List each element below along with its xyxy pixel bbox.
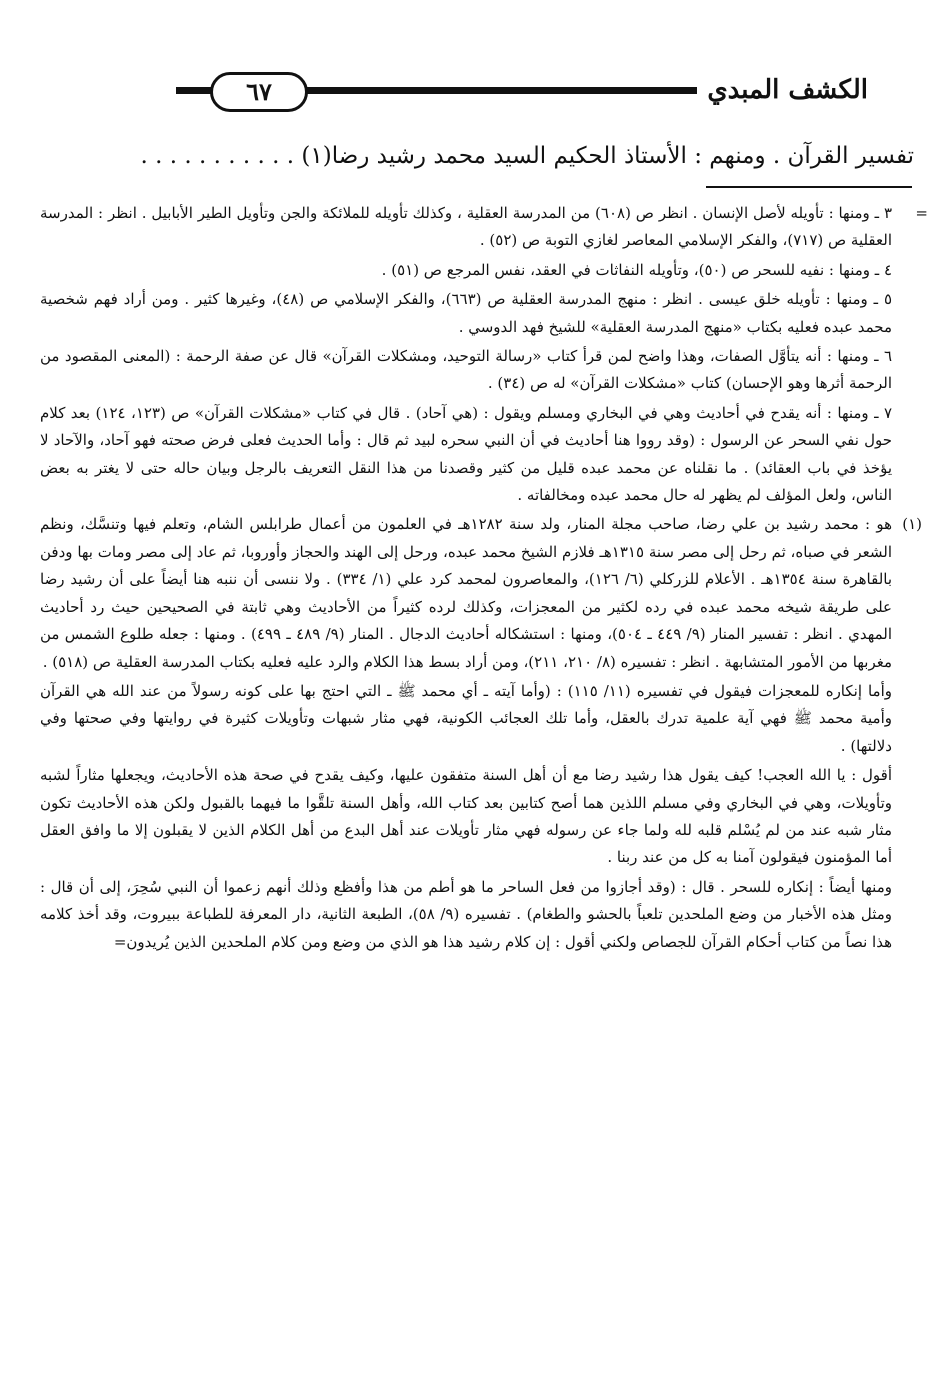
note-paragraph-6: ٦ ـ ومنها : أنه يتأوَّل الصفات، وهذا واضح لمن قرأ كتاب «رسالة التوحيد، ومشكلات القرآن» قال عن صفة الرحمة : (المعنى المقصود من الرحمة أثرها وهو الإحسان) كتاب «مشكلات القرآن» له ص (٣٤) . bbox=[40, 347, 892, 393]
footnote-1-para-2: وأما إنكاره للمعجزات فيقول في تفسيره (١١/ ١١٥) : (وأما آيته ـ أي محمد ﷺ ـ التي احتج بها على كونه رسولاً من عند الله هي القرآن وأمية محمد ﷺ فهي آية علمية تدرك بالعقل، وأما تلك العجائب الكونية، فهي مثار شبهات وتأويلات كثيرة في روايتها وفي صحتها وفي دلالتها) . bbox=[40, 681, 892, 755]
footnote-1-para-4: ومنها أيضاً : إنكاره للسحر . قال : (وقد أجازوا من فعل الساحر ما هو أطم من هذا وأفظع وذلك أنهم زعموا أن النبي سُحِرَ، إلى أن قال : ومثل هذه الأخبار من وضع الملحدين تلعباً بالحشو والطغام) . تفسيره (٩/ ٥٨)، الطبعة الثانية، دار المعرفة للطباعة ببيروت، وقد أخذ كلامه هذا نصاً من كتاب أحكام القرآن للجصاص ولكني أقول : إن كلام رشيد هذا هو الذي من وضع ومن كلام الملحدين الذين يُريدون= bbox=[40, 877, 892, 951]
footnote-marker: (١) bbox=[902, 515, 922, 534]
continuation-mark: = bbox=[915, 204, 928, 222]
footnote-1 bbox=[40, 511, 922, 675]
footnote-separator bbox=[706, 186, 912, 188]
book-title: الكشف المبدي bbox=[697, 70, 874, 110]
footnote-1-text: هو : محمد رشيد بن علي رضا، صاحب مجلة المنار، ولد سنة ١٢٨٢هـ في العلمون من أعمال طرابلس الشام، وتعلم فيها وتنسَّك، ونظم الشعر في صباه، ثم رحل إلى مصر سنة ١٣١٥هـ فلازم الشيخ محمد عبده، ورحل إلى الهند والحجاز وأوروبا، ثم عاد إلى مصر ومات بها ودفن بالقاهرة سنة ١٣٥٤هـ . الأعلام للزركلي (٦/ ١٢٦)، والمعاصرون لمحمد كرد علي (١/ ٣٣٤) . ولا ننسى أن ننبه هنا أيضاً على أن رشيد رضا على طريقة شيخه محمد عبده في رده لكثير من المعجزات، وكذلك لرده كثيراً من الأحاديث وهي ثابتة في الصحيحين حيث رد أحاديث المهدي . انظر : تفسير المنار (٩/ ٤٤٩ ـ ٥٠٤)، ومنها : استشكاله أحاديث الدجال . المنار (٩/ ٤٨٩ ـ ٤٩٩) . ومنها : جعله طلوع الشمس من مغربها من الأمور المتشابهة . انظر : تفسيره (٨/ ٢١٠، ٢١١)، ومن أراد بسط هذا الكلام والرد عليه فعليه بكتاب المدرسة العقلية ص (٥١٨) . bbox=[40, 515, 893, 671]
note-text-3: ٣ ـ ومنها : تأويله لأصل الإنسان . انظر ص (٦٠٨) من المدرسة العقلية ، وكذلك تأويله للملائكة والجن وتأويل الطير الأبابيل . انظر : المدرسة العقلية ص (٧١٧)، والفكر الإسلامي المعاصر لغازي التوبة ص (٥٢) . bbox=[40, 204, 892, 250]
main-text-line bbox=[34, 136, 914, 176]
note-paragraph-7: ٧ ـ ومنها : أنه يقدح في أحاديث وهي في البخاري ومسلم ويقول : (هي آحاد) . قال في كتاب «مشكلات القرآن» ص (١٢٣، ١٢٤) بعد كلام حول نفي السحر عن الرسول : (وقد رووا هنا أحاديث في أن النبي سحره لبيد ثم قال : وأما الحديث فعلى فرض صحته فهو آحاد، والآحاد لا يؤخذ في باب العقائد) . ما نقلناه عن محمد عبده قليل من كثير وقصدنا من هذا النقل التعريف بالرجل وبيان حاله حتى لا يغتر به بعض الناس، ولعل المؤلف لم يظهر له حال محمد عبده ومخالفاته . bbox=[40, 403, 892, 505]
note-paragraph-3 bbox=[40, 200, 928, 255]
footnotes-area bbox=[40, 200, 928, 1288]
page-number: ٦٧ bbox=[210, 72, 308, 112]
running-header bbox=[176, 68, 874, 114]
note-paragraph-4: ٤ ـ ومنها : نفيه للسحر ص (٥٠)، وتأويله النفاثات في العقد، نفس المرجع ص (٥١) . bbox=[381, 260, 892, 279]
footnote-1-para-3: أقول : يا الله العجب! كيف يقول هذا رشيد رضا مع أن أهل السنة متفقون عليها، وكيف يقدح في صحة هذه الأحاديث، ويجعلها مثاراً لشبه وتأويلات، وهي في البخاري وفي مسلم اللذين هما أصح كتابين بعد كتاب الله، وأهل السنة تلقَّوا ما فيهما بالقبول ولكن هذه الأحاديث تكون مثار شبه عند من لم يُسْلم قلبه لله ولما جاء عن رسوله فهي مثار تأويلات عند أهل البدع من أهل الكلام الذين لا يقبلون إلا ما وافق العقل أما المؤمنون فيقولون آمنا به كل من عند ربنا . bbox=[40, 766, 892, 867]
main-text: تفسير القرآن . ومنهم : الأستاذ الحكيم السيد محمد رشيد رضا(١) bbox=[301, 143, 914, 169]
note-paragraph-5: ٥ ـ ومنها : تأويله خلق عيسى . انظر : منهج المدرسة العقلية ص (٦٦٣)، والفكر الإسلامي ص (٤٨)، وغيرها كثير . ومن أراد فهم شخصية محمد عبده فعليه بكتاب «منهج المدرسة العقلية» للشيخ فهد الدوسي . bbox=[40, 290, 892, 336]
trailing-dots: . . . . . . . . . . . bbox=[140, 143, 295, 169]
